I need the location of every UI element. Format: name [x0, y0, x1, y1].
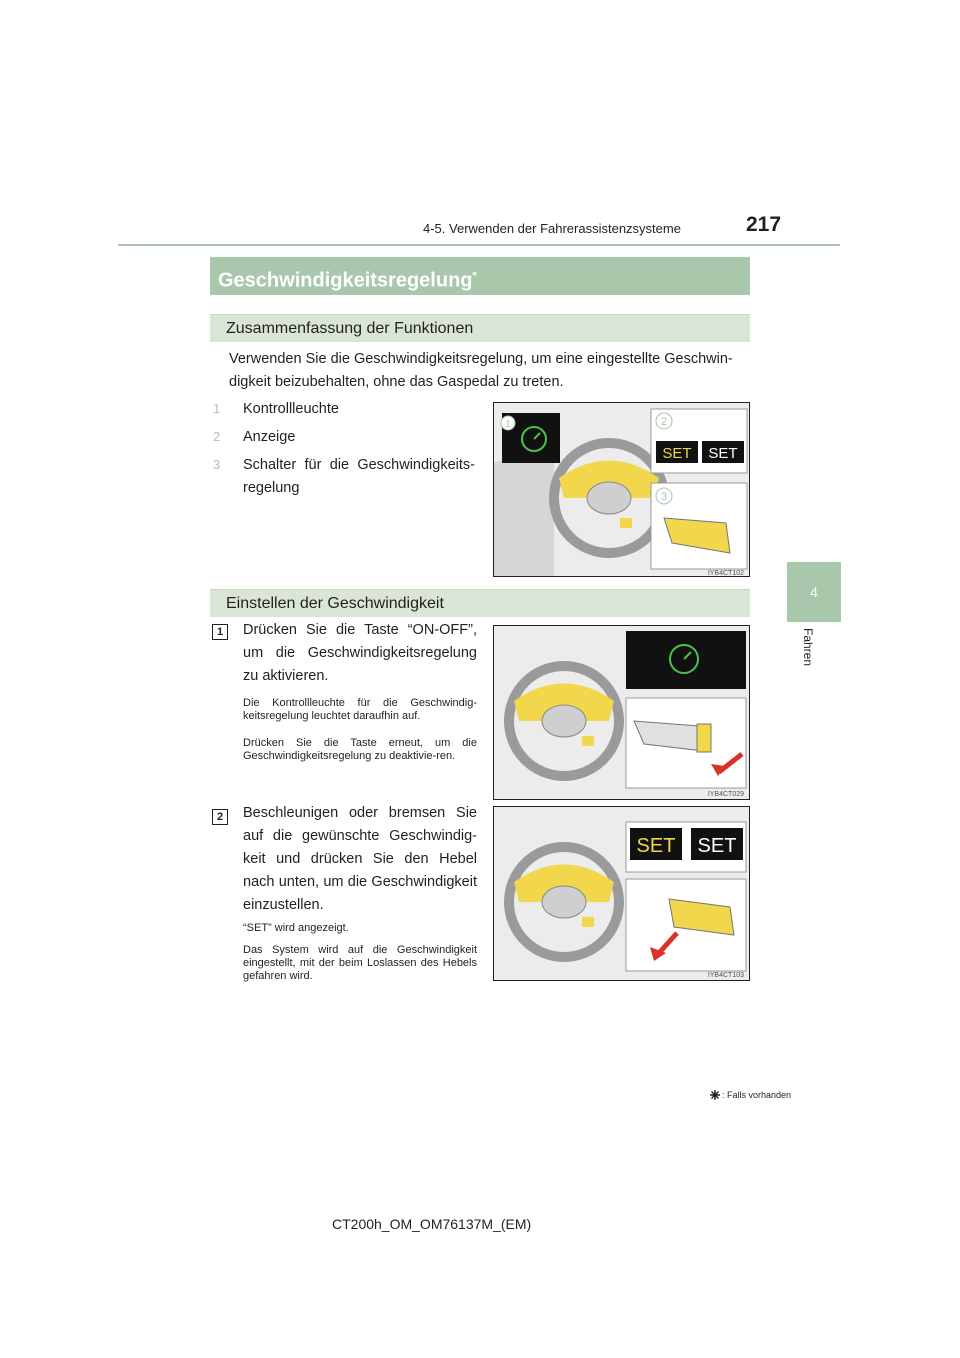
page-title: [210, 257, 750, 295]
step-text-1: Drücken Sie die Taste “ON-OFF”, um die Geschwindigkeitsregelung zu aktivieren.: [243, 622, 477, 684]
item-number-3: 3: [213, 457, 221, 472]
page-number: 217: [746, 213, 782, 236]
item-number-1: 1: [213, 401, 221, 416]
figure-set-speed: [493, 806, 750, 981]
document-code: CT200h_OM_OM76137M_(EM): [332, 1216, 532, 1232]
item-text-1: Kontrollleuchte: [243, 401, 339, 417]
step-note-1a: Die Kontrollleuchte für die Geschwindig-keitsregelung leuchtet daraufhin auf.: [243, 697, 477, 722]
figure-code: IYB4CT102: [707, 570, 744, 577]
figure-activate: [493, 625, 750, 800]
step-text-2: Beschleunigen oder bremsen Sie auf die gewünschte Geschwindig-keit und drücken Sie den Hebel nach unten, um die Geschwindigkeit einzustellen.: [243, 805, 477, 913]
title-marker: *: [472, 270, 477, 282]
asterisk-icon: [710, 1087, 720, 1105]
callout-3: 3: [660, 491, 668, 503]
step-note-2a: “SET” wird angezeigt.: [243, 922, 349, 934]
chapter-tab: 4: [787, 562, 841, 622]
step-number-2: 2: [212, 809, 228, 825]
set-label-white: SET: [708, 445, 738, 462]
set-label-amber: SET: [662, 445, 692, 462]
callout-1: 1: [505, 419, 511, 430]
item-number-2: 2: [213, 429, 221, 444]
summary-heading: Zusammenfassung der Funktionen: [210, 314, 750, 342]
chapter-label: Fahren: [801, 628, 815, 667]
set-label-white: SET: [697, 835, 737, 857]
figure-overview: [493, 402, 750, 577]
item-text-3: Schalter für die Geschwindigkeits-regelung: [243, 457, 475, 496]
title-text: Geschwindigkeitsregelung: [218, 269, 473, 292]
step-note-1b: Drücken Sie die Taste erneut, um die Geschwindigkeitsregelung zu deaktivie-ren.: [243, 737, 477, 762]
item-text-2: Anzeige: [243, 429, 296, 445]
step-number-1: 1: [212, 624, 228, 640]
figure-code: IYB4CT103: [707, 972, 744, 979]
step-note-2b: Das System wird auf die Geschwindigkeit eingestellt, mit der beim Loslassen des Hebels gefahren wird.: [243, 944, 477, 982]
callout-2: 2: [660, 416, 668, 428]
section-header: 4-5. Verwenden der Fahrerassistenzsysteme: [423, 221, 681, 236]
header-rule: [118, 244, 840, 246]
figure-code: IYB4CT029: [707, 791, 744, 798]
set-label-amber: SET: [636, 835, 676, 857]
footnote: : Falls vorhanden: [722, 1090, 792, 1100]
setting-heading: Einstellen der Geschwindigkeit: [210, 589, 750, 617]
summary-intro: Verwenden Sie die Geschwindigkeitsregelung, um eine eingestellte Geschwin-digkeit beizubehalten, ohne das Gaspedal zu treten.: [229, 351, 733, 390]
